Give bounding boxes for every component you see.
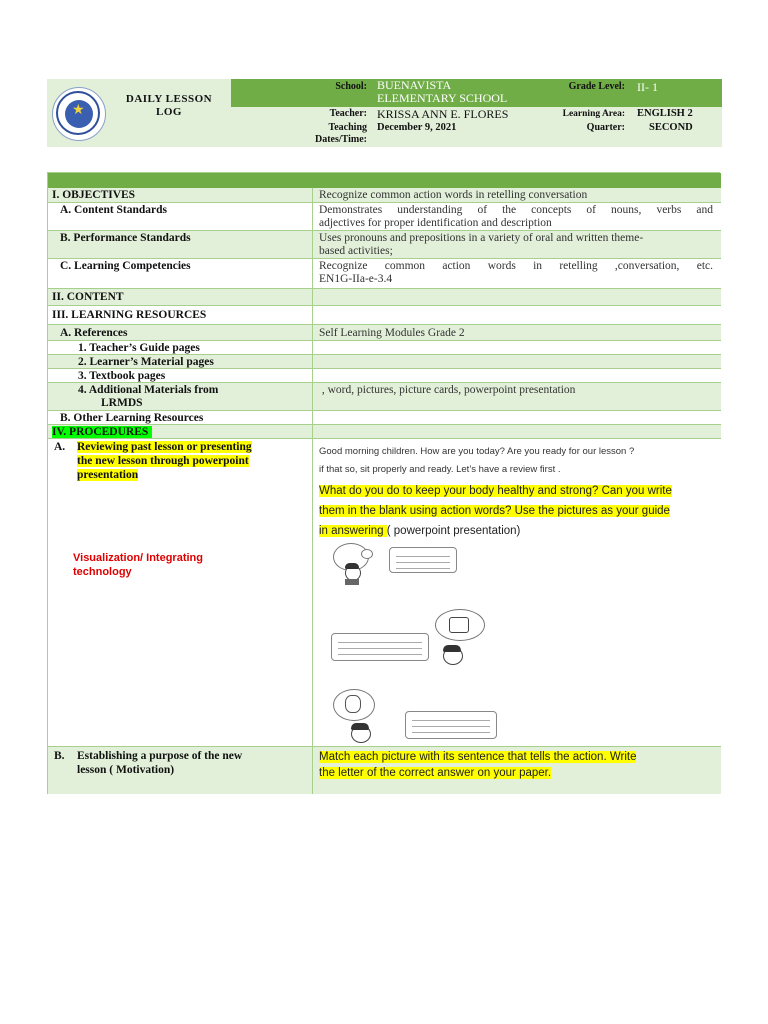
review-task-suffix: ( powerpoint presentation)	[386, 525, 521, 537]
learning-competencies-label: C. Learning Competencies	[60, 260, 191, 272]
additional-materials-value: , word, pictures, picture cards, powerpoint presentation	[319, 384, 576, 396]
dates-value: December 9, 2021	[373, 121, 551, 147]
reviewing-letter: A.	[54, 441, 66, 453]
establishing-value	[319, 749, 636, 781]
row-learning-resources	[48, 306, 721, 325]
visualization-note-1: Visualization/ Integrating	[73, 552, 203, 564]
objectives-heading: I. OBJECTIVES	[52, 189, 136, 201]
row-performance-standards	[48, 231, 721, 259]
header-logo-cell	[47, 79, 231, 147]
row-content-standards	[48, 203, 721, 231]
dates-label: Teaching Dates/Time:	[231, 121, 373, 147]
review-task-1: What do you do to keep your body healthy and strong? Can you write	[319, 485, 672, 497]
picture-activity-3	[331, 689, 501, 745]
content-standards-label: A. Content Standards	[60, 204, 168, 216]
table-header-bar	[48, 173, 721, 188]
teacher-label: Teacher:	[231, 107, 373, 121]
objectives-heading-value: Recognize common action words in retelling conversation	[319, 189, 588, 201]
establishing-label-2: lesson ( Motivation)	[77, 764, 175, 776]
reviewing-label-3: presentation	[77, 469, 139, 481]
picture-activity-1	[331, 543, 461, 587]
visualization-note-2: technology	[73, 566, 132, 578]
row-procedures	[48, 425, 721, 439]
school-label: School:	[231, 79, 373, 107]
additional-materials-label: 4. Additional Materials from	[78, 384, 219, 396]
establishing-value-1: Match each picture with its sentence that tells the action. Write	[319, 751, 637, 763]
references-value: Self Learning Modules Grade 2	[319, 327, 465, 339]
row-teachers-guide	[48, 341, 721, 355]
teachers-guide-label: 1. Teacher’s Guide pages	[78, 342, 200, 354]
additional-materials-label-2: LRMDS	[101, 397, 143, 409]
learning-competencies-line1: Recognize common action words in retelling ,conversation, etc.	[319, 260, 713, 272]
content-standards-line2: adjectives for proper identification and description	[319, 217, 552, 229]
review-task-2: them in the blank using action words? Use the pictures as your guide	[319, 505, 670, 517]
reviewing-label-2: the new lesson through powerpoint	[77, 455, 249, 467]
learning-competencies-line2: EN1G-IIa-e-3.4	[319, 273, 393, 285]
references-label: A. References	[60, 327, 128, 339]
picture-activity-2	[331, 609, 521, 667]
review-intro-2: if that so, sit properly and ready. Let’s have a review first .	[319, 464, 561, 475]
establishing-label-1: Establishing a purpose of the new	[77, 750, 243, 762]
row-learners-material	[48, 355, 721, 369]
quarter-value: SECOND	[631, 121, 722, 147]
performance-standards-label: B. Performance Standards	[60, 232, 191, 244]
other-resources-label: B. Other Learning Resources	[60, 412, 204, 424]
review-intro-1: Good morning children. How are you today? Are you ready for our lesson ?	[319, 446, 635, 457]
performance-standards-line2: based activities;	[319, 245, 393, 257]
row-objectives	[48, 188, 721, 203]
reviewing-label-1: Reviewing past lesson or presenting	[77, 441, 252, 453]
grade-value: II- 1	[631, 79, 722, 107]
school-value: BUENAVISTA ELEMENTARY SCHOOL	[373, 79, 551, 107]
establishing-value-2: the letter of the correct answer on your paper.	[319, 767, 552, 779]
row-other-resources	[48, 411, 721, 425]
review-task-3: in answering	[319, 525, 387, 537]
teacher-value: KRISSA ANN E. FLORES	[373, 107, 551, 121]
dll-title: DAILY LESSON LOG	[125, 93, 213, 118]
performance-standards-line1: Uses pronouns and prepositions in a variety of oral and written theme-	[319, 232, 644, 244]
row-reviewing	[48, 439, 721, 747]
row-references	[48, 325, 721, 341]
row-textbook	[48, 369, 721, 383]
content-heading: II. CONTENT	[52, 291, 124, 303]
row-learning-competencies	[48, 259, 721, 289]
header-table	[47, 79, 722, 147]
review-task	[319, 481, 672, 541]
establishing-letter: B.	[54, 750, 65, 762]
quarter-label: Quarter:	[551, 121, 631, 147]
grade-label: Grade Level:	[551, 79, 631, 107]
deped-seal-icon: ★	[52, 87, 106, 141]
content-standards-line1: Demonstrates understanding of the concepts of nouns, verbs and	[319, 204, 713, 216]
area-label: Learning Area:	[551, 107, 631, 121]
learners-material-label: 2. Learner’s Material pages	[78, 356, 214, 368]
textbook-label: 3. Textbook pages	[78, 370, 166, 382]
row-content	[48, 289, 721, 306]
resources-heading: III. LEARNING RESOURCES	[52, 309, 207, 321]
area-value: ENGLISH 2	[631, 107, 722, 121]
procedures-heading: IV. PROCEDURES	[52, 426, 152, 438]
row-establishing-purpose	[48, 747, 721, 794]
lesson-table	[47, 172, 720, 794]
row-additional-materials	[48, 383, 721, 411]
